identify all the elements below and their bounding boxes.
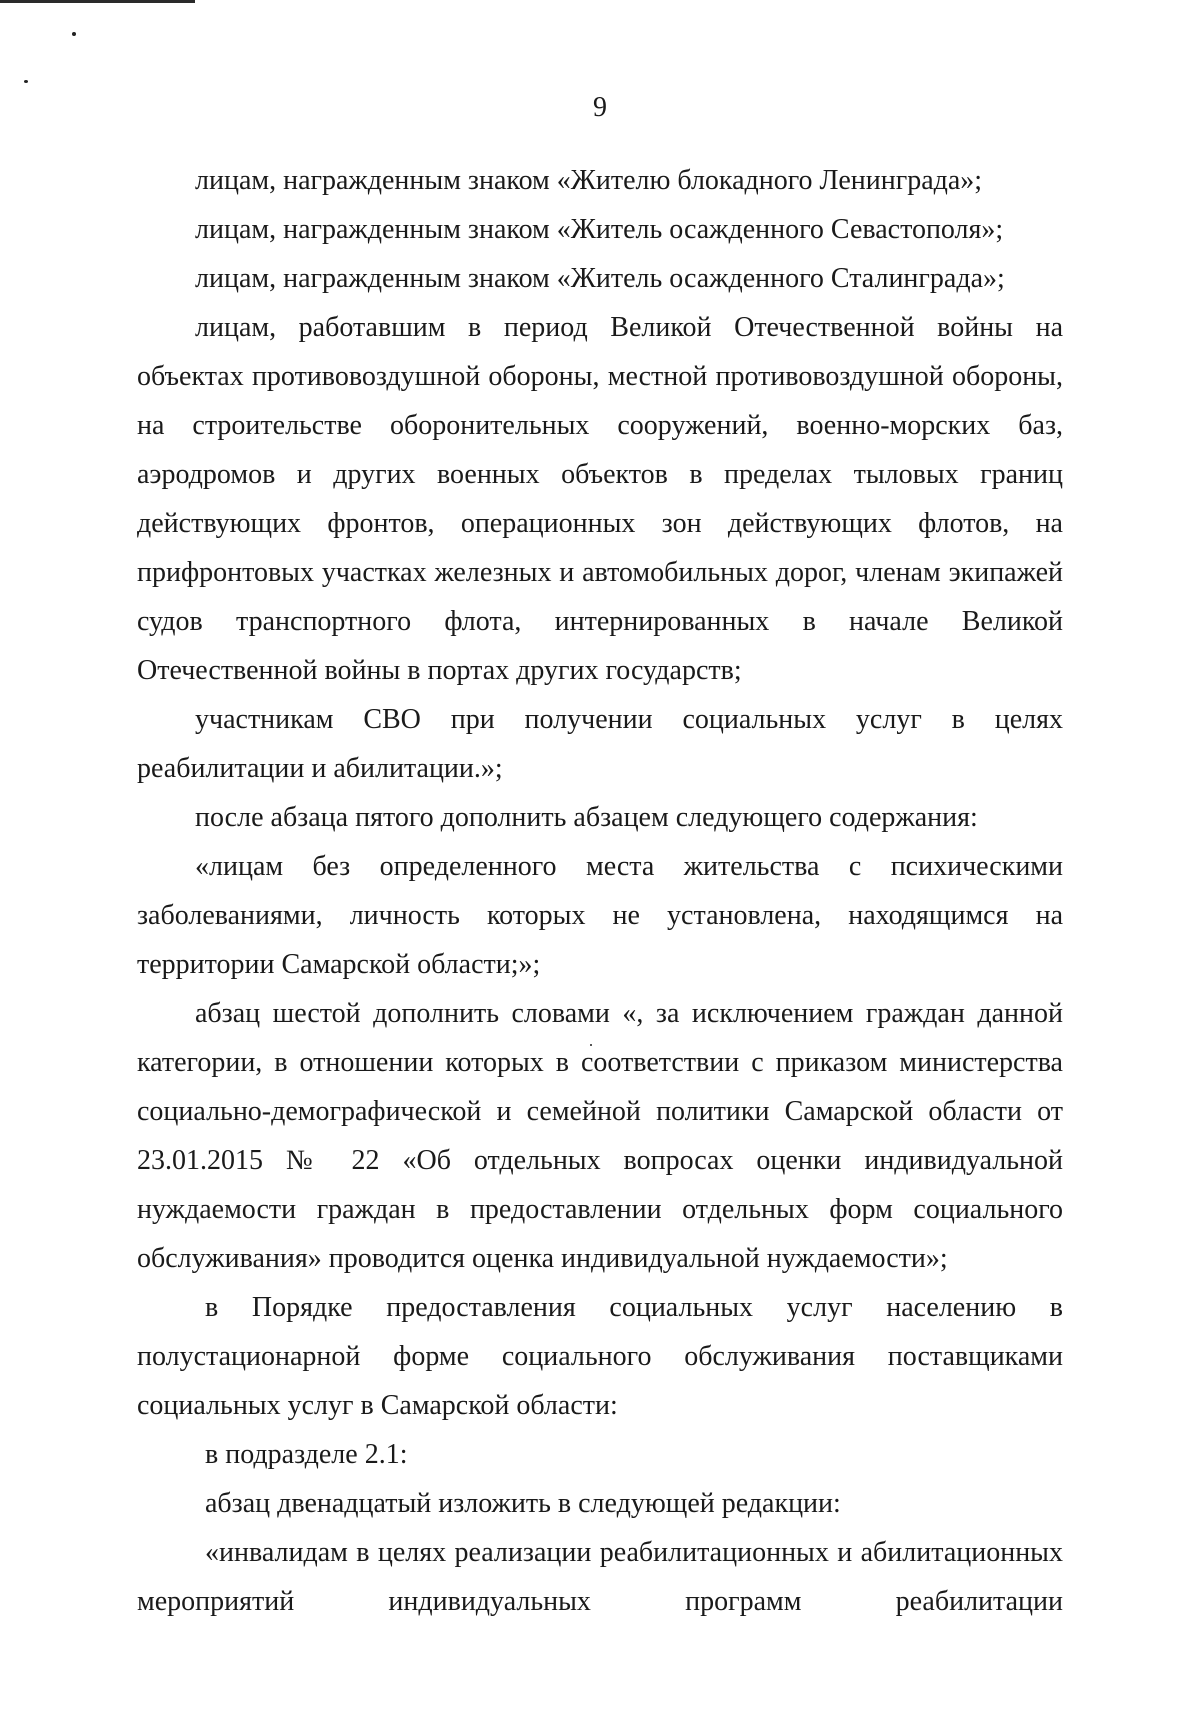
page-number: 9 [593,92,607,123]
paragraph: абзац двенадцатый изложить в следующей редакции: [205,1488,841,1519]
paragraph: абзац шестой дополнить словами «, за исключением граждан данной категории, в отношении которых в соответствии с приказом министерства социально-демографической и семейной политики Самарской области от 23.01.2015 № 22 «Об отдельных вопросах оценки индивидуальной нуждаемости граждан в предоставлении отдельных форм социального обслуживания» проводится оценка индивидуальной нуждаемости»; [137,998,1063,1274]
paragraph: в подразделе 2.1: [205,1439,408,1470]
paragraph: участникам СВО при получении социальных услуг в целях реабилитации и абилитации.»; [137,704,1063,784]
scan-speck [72,32,76,36]
scan-edge-line [0,0,195,3]
paragraph: лицам, награжденным знаком «Житель осажденного Севастополя»; [195,214,1004,245]
document-body [137,156,1063,1626]
paragraph: лицам, награжденным знаком «Житель осажденного Сталинграда»; [195,263,1005,294]
paragraph: после абзаца пятого дополнить абзацем следующего содержания: [195,802,978,833]
paragraph: в Порядке предоставления социальных услуг населению в полустационарной форме социального обслуживания поставщиками социальных услуг в Самарской области: [137,1292,1063,1421]
paragraph: лицам, награжденным знаком «Жителю блокадного Ленинграда»; [195,165,983,196]
paragraph: лицам, работавшим в период Великой Отечественной войны на объектах противовоздушной обороны, местной противовоздушной обороны, на строительстве оборонительных сооружений, военно-морских баз, аэродромов и других военных объектов в пределах тыловых границ действующих фронтов, операционных зон действующих флотов, на прифронтовых участках железных и автомобильных дорог, членам экипажей судов транспортного флота, интернированных в начале Великой Отечественной войны в портах других государств; [137,312,1063,686]
paragraph: «лицам без определенного места жительства с психическими заболеваниями, личность которых не установлена, находящимся на территории Самарской области;»; [137,851,1063,980]
paragraph: «инвалидам в целях реализации реабилитационных и абилитационных мероприятий индивидуальных программ реабилитации [137,1537,1063,1617]
scan-speck [24,80,28,83]
